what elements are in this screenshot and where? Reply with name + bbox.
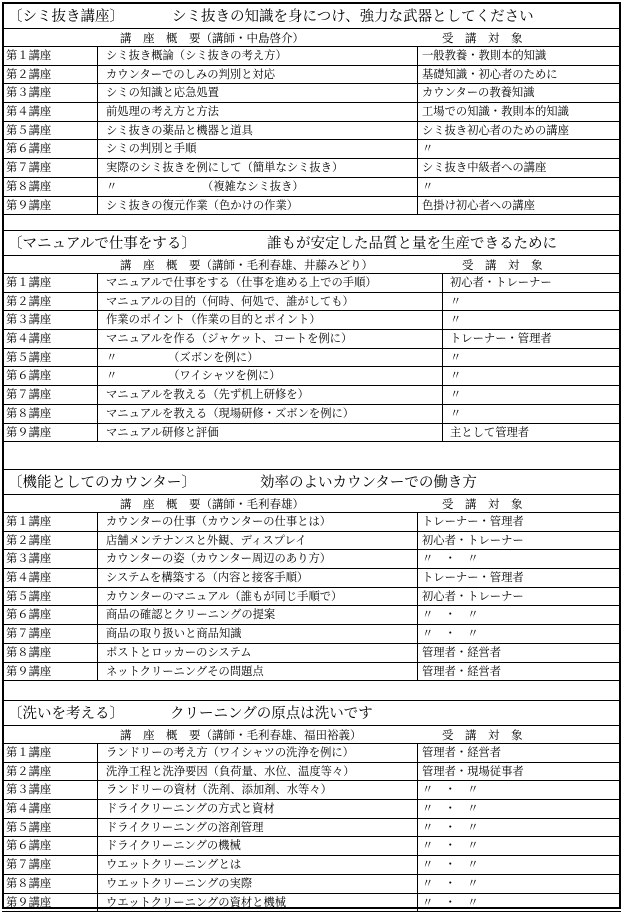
column-header: [2, 29, 621, 47]
lesson-topic: 実際のシミ抜きを例にして（簡単なシミ抜き）: [106, 161, 344, 175]
course-section: [2, 703, 621, 912]
lesson-topic: ウエットクリーニングの資材と機械: [106, 895, 287, 909]
target-header: 受 講 対 象: [442, 497, 523, 511]
table-row: [2, 330, 621, 349]
lesson-number: 第１講座: [6, 746, 52, 759]
lesson-topic: 〃 （ワイシャツを例に）: [106, 369, 281, 383]
lesson-number: 第２講座: [6, 67, 52, 81]
section-separator: [2, 700, 621, 701]
lesson-audience: 初心者・トレーナー: [450, 276, 552, 289]
table-row: [2, 197, 621, 216]
table-row: [2, 744, 621, 763]
section-subtitle: 誰もが安定した品質と量を生産できるために: [267, 236, 557, 252]
table-row: [2, 550, 621, 569]
lesson-audience: 〃 ・ 〃: [422, 608, 479, 622]
section-title-bar: [2, 703, 621, 726]
table-row: [2, 781, 621, 800]
column-divider: [97, 274, 98, 442]
table-row: [2, 293, 621, 312]
table-row: [2, 159, 621, 178]
lesson-number: 第１講座: [6, 515, 52, 528]
lesson-audience: 〃 ・ 〃: [422, 820, 479, 834]
lesson-number: 第１講座: [6, 276, 52, 289]
lesson-number: 第８講座: [6, 876, 52, 890]
table-row: [2, 311, 621, 330]
table-row: [2, 588, 621, 607]
section-title-bar: [2, 6, 621, 29]
column-header: [2, 256, 621, 274]
section-separator: [2, 469, 621, 470]
lesson-number: 第２講座: [6, 764, 52, 778]
section-subtitle: クリーニングの原点は洗いです: [170, 706, 373, 722]
column-divider: [417, 47, 418, 215]
lesson-audience: 初心者・トレーナー: [422, 533, 524, 547]
table-row: [2, 367, 621, 386]
lesson-topic: ウエットクリーニングの実際: [106, 876, 253, 890]
table-row: [2, 819, 621, 838]
lesson-audience: 基礎知識・初心者のために: [422, 67, 558, 81]
table-row: [2, 894, 621, 913]
lesson-audience: 管理者・経営者: [422, 645, 502, 659]
table-row: [2, 532, 621, 551]
table-row: [2, 103, 621, 122]
lesson-number: 第３講座: [6, 313, 52, 327]
lesson-topic: マニュアルを教える（現場研修・ズボンを例に）: [106, 406, 355, 420]
column-header: [2, 495, 621, 513]
lesson-number: 第８講座: [6, 645, 52, 659]
lesson-audience: 〃: [450, 406, 462, 420]
lesson-topic: ポストとロッカーのシステム: [106, 645, 252, 659]
section-title: 〔シミ抜き講座〕: [8, 9, 124, 25]
lesson-number: 第３講座: [6, 552, 52, 566]
section-title: 〔マニュアルで仕事をする〕: [8, 236, 196, 252]
table-row: [2, 644, 621, 663]
lesson-number: 第７講座: [6, 858, 52, 872]
section-title: 〔洗いを考える〕: [8, 706, 124, 722]
lesson-topic: ドライクリーニングの機械: [106, 839, 241, 853]
table-row: [2, 274, 621, 293]
table-row: [2, 763, 621, 782]
lesson-number: 第６講座: [6, 839, 52, 853]
lesson-audience: トレーナー・管理者: [422, 515, 524, 528]
table-row: [2, 424, 621, 443]
lesson-audience: 管理者・現場従事者: [422, 764, 524, 778]
lesson-topic: カウンターの姿（カウンター周辺のあり方）: [106, 552, 332, 566]
section-title: 〔機能としてのカウンター〕: [8, 475, 196, 491]
lesson-audience: トレーナー・管理者: [422, 571, 524, 585]
column-divider: [417, 513, 418, 681]
lesson-topic: マニュアルを作る（ジャケット、コートを例に）: [106, 332, 353, 346]
table-row: [2, 800, 621, 819]
lesson-number: 第５講座: [6, 820, 52, 834]
target-header: 受 講 対 象: [442, 31, 523, 45]
lesson-topic: マニュアルで仕事をする（仕事を進める上での手順）: [106, 276, 377, 289]
table-row: [2, 349, 621, 368]
target-header: 受 講 対 象: [462, 258, 543, 272]
lesson-number: 第３講座: [6, 86, 52, 100]
lesson-audience: カウンターの教養知識: [422, 86, 535, 100]
column-divider: [442, 274, 443, 442]
lesson-topic: シミの判別と手順: [106, 142, 197, 156]
lesson-audience: 〃 ・ 〃: [422, 858, 479, 872]
lesson-topic: 前処理の考え方と方法: [106, 105, 219, 119]
lesson-topic: カウンターのマニュアル（誰もが同じ手順で）: [106, 589, 343, 603]
overview-header: 講 座 概 要（講師・毛利春雄）: [120, 497, 304, 511]
column-header: [2, 726, 621, 744]
lesson-number: 第７講座: [6, 161, 52, 175]
table-row: [2, 856, 621, 875]
section-subtitle: シミ抜きの知識を身につけ、強力な武器としてください: [172, 9, 534, 25]
lesson-topic: システムを構築する（内容と接客手順）: [106, 571, 309, 585]
lesson-audience: 〃: [450, 313, 462, 327]
lesson-number: 第２講座: [6, 533, 52, 547]
table-row: [2, 405, 621, 424]
lesson-topic: マニュアルを教える（先ず机上研修を）: [106, 388, 309, 402]
lesson-topic: 〃 （複雑なシミ抜き）: [106, 179, 304, 193]
lesson-number: 第５講座: [6, 589, 52, 603]
course-section: [2, 6, 621, 215]
section-separator: [2, 230, 621, 231]
lesson-number: 第４講座: [6, 332, 52, 346]
lesson-audience: 〃 ・ 〃: [422, 627, 479, 641]
lesson-audience: 〃 ・ 〃: [422, 783, 479, 797]
table-row: [2, 47, 621, 66]
lesson-topic: シミの知識と応急処置: [106, 86, 219, 100]
lesson-audience: 管理者・経営者: [422, 664, 502, 678]
lesson-topic: シミ抜き概論（シミ抜きの考え方）: [106, 49, 287, 62]
section-title-bar: [2, 472, 621, 495]
lesson-topic: マニュアルの目的（何時、何処で、誰がしても）: [106, 294, 354, 308]
lesson-audience: 〃: [450, 294, 462, 308]
lesson-number: 第６講座: [6, 608, 52, 622]
lesson-number: 第１講座: [6, 49, 52, 62]
lesson-audience: 初心者・トレーナー: [422, 589, 524, 603]
table-row: [2, 84, 621, 103]
lesson-number: 第５講座: [6, 123, 52, 137]
lesson-number: 第８講座: [6, 406, 52, 420]
lesson-audience: 〃: [422, 179, 434, 193]
table-row: [2, 513, 621, 532]
lesson-number: 第８講座: [6, 179, 52, 193]
lesson-audience: 〃: [422, 142, 434, 156]
lesson-audience: 〃 ・ 〃: [422, 839, 479, 853]
table-row: [2, 66, 621, 85]
table-row: [2, 178, 621, 197]
course-table: [2, 47, 621, 215]
table-row: [2, 875, 621, 894]
lesson-audience: 〃 ・ 〃: [422, 802, 479, 816]
lesson-audience: 〃: [450, 369, 462, 383]
lesson-topic: ドライクリーニングの溶剤管理: [106, 820, 264, 834]
lesson-number: 第４講座: [6, 802, 52, 816]
lesson-audience: 〃: [450, 350, 462, 364]
lesson-topic: ネットクリーニングその問題点: [106, 664, 264, 678]
lesson-audience: 〃 ・ 〃: [422, 876, 479, 890]
lesson-number: 第６講座: [6, 369, 52, 383]
lesson-audience: 〃 ・ 〃: [422, 552, 479, 566]
lesson-number: 第４講座: [6, 571, 52, 585]
lesson-audience: トレーナー・管理者: [450, 332, 552, 346]
lesson-topic: マニュアル研修と評価: [106, 425, 219, 439]
lesson-audience: 工場での知識・教則本的知識: [422, 105, 569, 119]
lesson-topic: カウンターの仕事（カウンターの仕事とは）: [106, 515, 332, 528]
column-divider: [417, 744, 418, 912]
lesson-topic: シミ抜きの薬品と機器と道具: [106, 123, 253, 137]
overview-header: 講 座 概 要（講師・中島啓介）: [120, 31, 304, 45]
lesson-audience: 〃: [450, 388, 462, 402]
table-row: [2, 606, 621, 625]
section-title-bar: [2, 233, 621, 256]
table-row: [2, 663, 621, 682]
column-divider: [97, 47, 98, 215]
lesson-topic: 商品の取り扱いと商品知識: [106, 627, 242, 641]
lesson-number: 第９講座: [6, 664, 52, 678]
lesson-topic: 商品の確認とクリーニングの提案: [106, 608, 276, 622]
lesson-number: 第３講座: [6, 783, 52, 797]
table-row: [2, 569, 621, 588]
lesson-number: 第９講座: [6, 425, 52, 439]
lesson-audience: 主として管理者: [450, 425, 530, 439]
lesson-number: 第９講座: [6, 895, 52, 909]
lesson-number: 第７講座: [6, 388, 52, 402]
table-row: [2, 122, 621, 141]
lesson-audience: 管理者・経営者: [422, 746, 502, 759]
course-table: [2, 744, 621, 912]
column-divider: [97, 744, 98, 912]
lesson-number: 第６講座: [6, 142, 52, 156]
column-divider: [97, 513, 98, 681]
lesson-topic: ランドリーの考え方（ワイシャツの洗浄を例に）: [106, 746, 354, 759]
lesson-topic: ドライクリーニングの方式と資材: [106, 802, 275, 816]
lesson-topic: 店舗メンテナンスと外観、ディスプレイ: [106, 533, 307, 547]
lesson-audience: 〃 ・ 〃: [422, 895, 479, 909]
table-row: [2, 386, 621, 405]
section-subtitle: 効率のよいカウンターでの働き方: [260, 475, 477, 491]
target-header: 受 講 対 象: [442, 728, 523, 742]
table-row: [2, 837, 621, 856]
table-row: [2, 140, 621, 159]
lesson-number: 第５講座: [6, 350, 52, 364]
lesson-number: 第７講座: [6, 627, 52, 641]
lesson-audience: シミ抜き中級者への講座: [422, 161, 547, 175]
lesson-topic: 〃 （ズボンを例に）: [106, 350, 259, 364]
lesson-topic: 作業のポイント（作業の目的とポイント）: [106, 313, 321, 327]
lesson-audience: 色掛け初心者への講座: [422, 198, 535, 212]
lesson-number: 第２講座: [6, 294, 52, 308]
course-table: [2, 513, 621, 681]
course-section: [2, 472, 621, 681]
table-row: [2, 625, 621, 644]
lesson-number: 第９講座: [6, 198, 52, 212]
lesson-audience: シミ抜き初心者のための講座: [422, 123, 569, 137]
course-table: [2, 274, 621, 442]
overview-header: 講 座 概 要（講師・毛利春雄、福田裕義）: [120, 728, 362, 742]
lesson-number: 第４講座: [6, 105, 52, 119]
lesson-topic: シミ抜きの復元作業（色かけの作業）: [106, 198, 299, 212]
lesson-audience: 一般教養・教則本的知識: [422, 49, 547, 62]
overview-header: 講 座 概 要（講師・毛利春雄、井藤みどり）: [120, 258, 373, 272]
lesson-topic: 洗浄工程と洗浄要因（負荷量、水位、温度等々）: [106, 764, 355, 778]
lesson-topic: ウエットクリーニングとは: [106, 858, 242, 872]
lesson-topic: カウンターでのしみの判別と対応: [106, 67, 276, 81]
lesson-topic: ランドリーの資材（洗剤、添加剤、水等々）: [106, 783, 332, 797]
course-section: [2, 233, 621, 442]
